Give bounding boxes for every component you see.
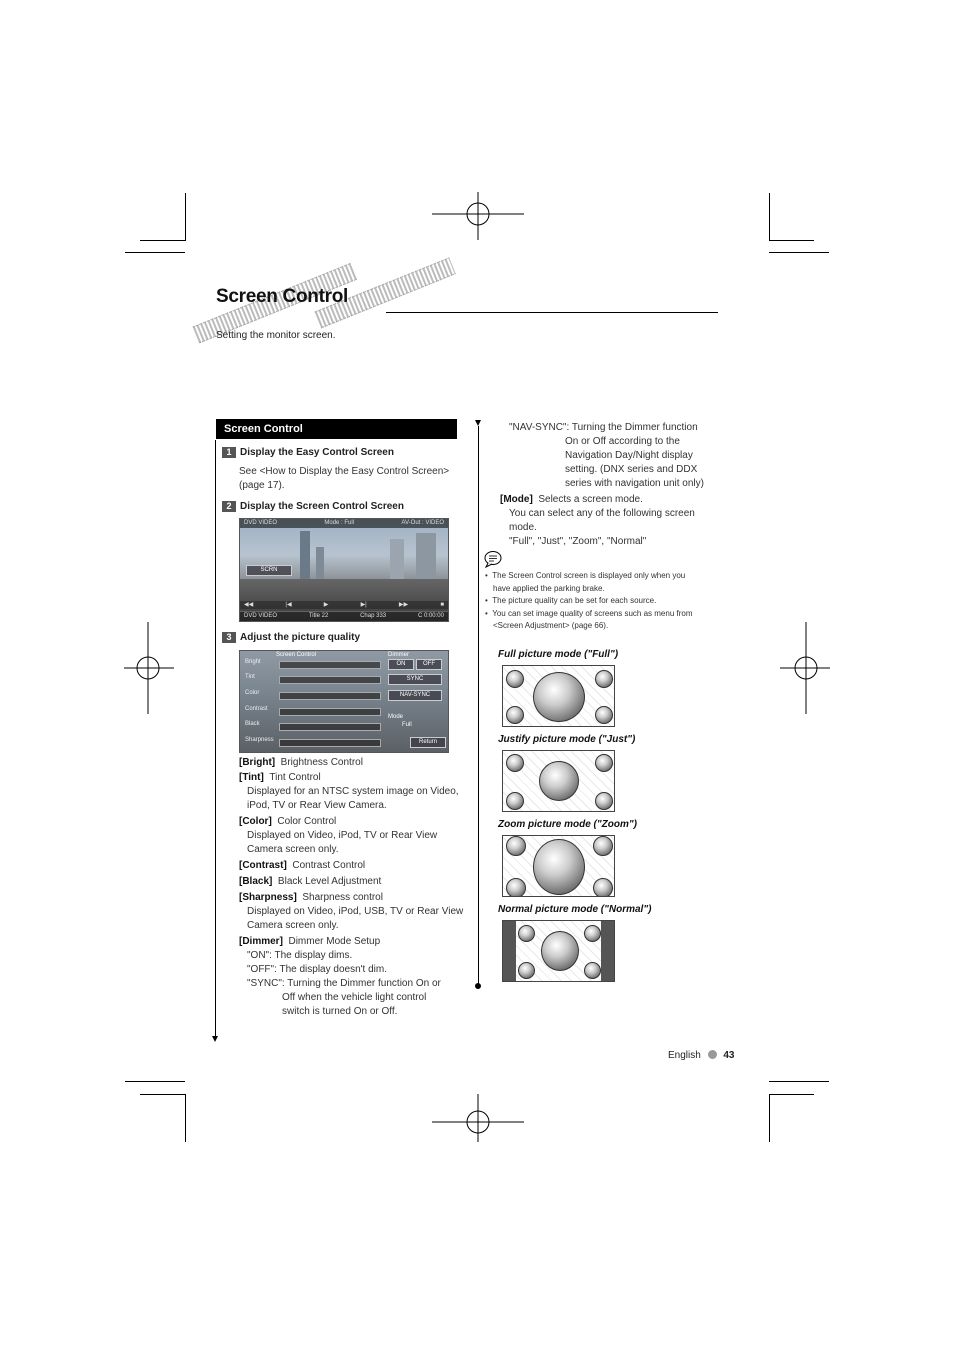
desc-note-line: Displayed on Video, iPod, USB, TV or Rear View (247, 906, 464, 917)
ball (506, 754, 524, 772)
mode-caption-just: Justify picture mode ("Just") (498, 734, 636, 745)
note-item: • You can set image quality of screens such as menu from (485, 608, 693, 618)
step-number: 1 (222, 447, 236, 458)
desc-key: [Color] (239, 816, 272, 827)
black-slider[interactable] (243, 721, 381, 731)
page-title: Screen Control (216, 286, 348, 307)
scrn-button[interactable]: SCRN (246, 565, 292, 576)
ball (595, 792, 613, 810)
mode-caption-full: Full picture mode ("Full") (498, 649, 619, 660)
desc-note-line: You can select any of the following screen (509, 508, 695, 519)
page-number: 43 (723, 1050, 735, 1061)
desc-value: Color Control (277, 816, 337, 827)
desc-note-line: iPod, TV or Rear View Camera. (247, 800, 387, 811)
ball (533, 672, 585, 722)
ball (506, 706, 524, 724)
step-number: 3 (222, 632, 236, 643)
screen1-bottom-source: DVD VIDEO (244, 613, 278, 619)
desc-note-line: On or Off according to the (565, 436, 680, 447)
step-number: 2 (222, 501, 236, 512)
footer-dot-icon (708, 1050, 717, 1059)
step-label: Display the Screen Control Screen (240, 501, 404, 512)
desc-value: Dimmer Mode Setup (288, 936, 381, 947)
return-button[interactable]: Return (410, 737, 446, 748)
desc-note-line: mode. (509, 522, 537, 533)
note-item (485, 583, 693, 596)
dimmer-sync-button[interactable]: SYNC (388, 674, 442, 685)
desc-note-line: series with navigation unit only) (565, 478, 704, 489)
desc-nav-sync (509, 421, 704, 491)
desc-tint (239, 771, 321, 785)
ball (541, 931, 579, 971)
crop-mark (185, 193, 186, 241)
footer-language: English (668, 1050, 701, 1061)
step-label: Adjust the picture quality (240, 632, 361, 643)
ball (595, 754, 613, 772)
screen1-chapter: Chap 333 (360, 613, 387, 619)
dimmer-on-button[interactable]: ON (388, 659, 414, 670)
ball (595, 670, 613, 688)
notes-list (485, 570, 693, 633)
screen1-bottom-bar (240, 612, 448, 621)
crop-mark (769, 1081, 829, 1082)
desc-note-line: "ON": The display dims. (247, 950, 353, 961)
continue-arrow (212, 1036, 218, 1042)
contrast-slider[interactable] (243, 706, 381, 716)
desc-color (239, 815, 336, 829)
ball (593, 878, 613, 897)
color-slider[interactable] (243, 690, 381, 700)
ball (595, 706, 613, 724)
desc-key: [Tint] (239, 772, 264, 783)
desc-note-line: Camera screen only. (247, 920, 339, 931)
desc-note-line: Displayed for an NTSC system image on Video, (247, 786, 459, 797)
zoom-mode-figure (502, 835, 615, 897)
step-label: Display the Easy Control Screen (240, 447, 394, 458)
side-bar-right (601, 921, 614, 981)
crop-mark (769, 240, 814, 241)
crop-mark (769, 193, 770, 241)
desc-note-line: Displayed on Video, iPod, TV or Rear View (247, 830, 438, 841)
forward-icon[interactable]: ▶▶ (398, 602, 409, 608)
step1-body-line: (page 17). (239, 480, 285, 491)
screen1-top-bar (240, 519, 448, 528)
note-item: • The picture quality can be set for each source. (485, 596, 657, 605)
ball (539, 761, 579, 801)
screen1-controls (240, 601, 448, 609)
ball (506, 670, 524, 688)
note-item (485, 620, 693, 633)
screen2-header: Screen Control (276, 652, 317, 658)
right-column-rule (478, 426, 479, 984)
ball (593, 836, 613, 856)
note-text: The picture quality can be set for each source. (492, 596, 657, 605)
desc-bright (239, 756, 363, 770)
note-text: <Screen Adjustment> (page 66). (493, 621, 609, 630)
screen1-title-num: Title 22 (308, 613, 329, 619)
desc-value: Selects a screen mode. (538, 494, 643, 505)
desc-key: [Black] (239, 876, 273, 887)
ball (518, 925, 535, 942)
screen1-time: C 0:00:00 (417, 613, 444, 619)
note-text: The Screen Control screen is displayed only when you (492, 571, 686, 580)
registration-mark-right (780, 622, 830, 714)
mode-value[interactable]: Full (402, 722, 412, 728)
crop-mark (769, 252, 829, 253)
mode-caption-normal: Normal picture mode ("Normal") (498, 904, 652, 915)
page-subtitle: Setting the monitor screen. (216, 330, 336, 341)
normal-mode-figure (502, 920, 615, 982)
desc-value: Black Level Adjustment (277, 876, 382, 887)
desc-note-line: switch is turned On or Off. (282, 1006, 398, 1017)
tint-slider[interactable] (243, 674, 381, 684)
dimmer-label: Dimmer (388, 652, 409, 658)
sharpness-slider[interactable] (243, 737, 381, 747)
crop-mark (769, 1094, 770, 1142)
section-heading: Screen Control (216, 419, 457, 439)
step-3 (222, 632, 360, 643)
screen1-avout: AV-Out : VIDEO (401, 520, 444, 526)
note-text: have applied the parking brake. (493, 583, 605, 593)
ball (506, 836, 526, 856)
next-icon[interactable]: ▶| (360, 602, 367, 608)
step1-body (239, 465, 449, 493)
registration-mark-top (432, 192, 524, 240)
bright-slider[interactable] (243, 659, 381, 669)
tint-label: Tint (245, 674, 255, 680)
crop-mark (140, 1094, 185, 1095)
color-label: Color (245, 690, 260, 696)
desc-key: [Bright] (239, 757, 276, 768)
desc-note-line: Navigation Day/Night display (565, 450, 693, 461)
ball (506, 878, 526, 897)
rewind-icon[interactable]: ◀◀ (244, 602, 254, 608)
desc-dimmer (239, 935, 380, 949)
dimmer-off-button[interactable]: OFF (416, 659, 442, 670)
desc-key: [Contrast] (239, 860, 287, 871)
left-column-rule (215, 440, 216, 1036)
desc-black (239, 875, 381, 889)
just-mode-figure (502, 750, 615, 812)
desc-note-line: "Full", "Just", "Zoom", "Normal" (509, 536, 647, 547)
black-label: Black (245, 721, 260, 727)
desc-value: Sharpness control (302, 892, 383, 903)
crop-mark (185, 1094, 186, 1142)
screen-control-screenshot (239, 650, 449, 753)
step-1 (222, 447, 394, 458)
desc-mode (500, 493, 643, 507)
easy-control-screenshot (239, 518, 449, 622)
desc-value: Tint Control (269, 772, 321, 783)
crop-mark (769, 1094, 814, 1095)
desc-value: Brightness Control (280, 757, 363, 768)
page-footer (668, 1050, 735, 1061)
desc-sharpness-note (247, 905, 463, 933)
ball (584, 962, 601, 979)
desc-note-line: Off when the vehicle light control (282, 992, 427, 1003)
desc-tint-note (247, 785, 459, 813)
ball (506, 792, 524, 810)
step-2 (222, 501, 404, 512)
desc-note-line: setting. (DNX series and DDX (565, 464, 698, 475)
ball (518, 962, 535, 979)
crop-mark (125, 252, 185, 253)
note-icon (483, 550, 503, 568)
prev-icon[interactable]: |◀ (285, 602, 292, 608)
desc-mode-note (509, 507, 695, 549)
registration-mark-left (124, 622, 174, 714)
column-end-dot (475, 983, 481, 989)
ball (584, 925, 601, 942)
screen1-mode: Mode : Full (324, 520, 355, 526)
screen1-source: DVD VIDEO (244, 520, 278, 526)
mode-label: Mode (388, 714, 404, 720)
play-icon[interactable]: ▶ (323, 602, 329, 608)
desc-key: [Dimmer] (239, 936, 283, 947)
desc-contrast (239, 859, 365, 873)
desc-note-line: "NAV-SYNC": Turning the Dimmer function (509, 422, 698, 433)
crop-mark (125, 1081, 185, 1082)
dimmer-nav-sync-button[interactable]: NAV-SYNC (388, 690, 442, 701)
desc-value: Contrast Control (292, 860, 366, 871)
desc-note-line: Camera screen only. (247, 844, 339, 855)
step1-body-line: See <How to Display the Easy Control Screen> (239, 466, 450, 477)
full-mode-figure (502, 665, 615, 727)
title-rule (386, 312, 718, 313)
contrast-label: Contrast (245, 706, 268, 712)
sharpness-label: Sharpness (245, 737, 274, 743)
desc-note-line: "OFF": The display doesn't dim. (247, 964, 387, 975)
desc-color-note (247, 829, 437, 857)
note-item: • The Screen Control screen is displayed only when you (485, 571, 686, 580)
desc-dimmer-options (247, 949, 441, 1019)
note-text: You can set image quality of screens such as menu from (492, 608, 693, 618)
desc-sharpness (239, 891, 383, 905)
desc-key: [Mode] (500, 494, 533, 505)
desc-key: [Sharpness] (239, 892, 297, 903)
desc-note-line: "SYNC": Turning the Dimmer function On or (247, 978, 441, 989)
registration-mark-bottom (432, 1094, 524, 1142)
mode-caption-zoom: Zoom picture mode ("Zoom") (498, 819, 637, 830)
crop-mark (140, 240, 185, 241)
bright-label: Bright (245, 659, 261, 665)
ball (533, 839, 585, 895)
stop-icon[interactable]: ■ (440, 602, 444, 608)
side-bar-left (503, 921, 516, 981)
